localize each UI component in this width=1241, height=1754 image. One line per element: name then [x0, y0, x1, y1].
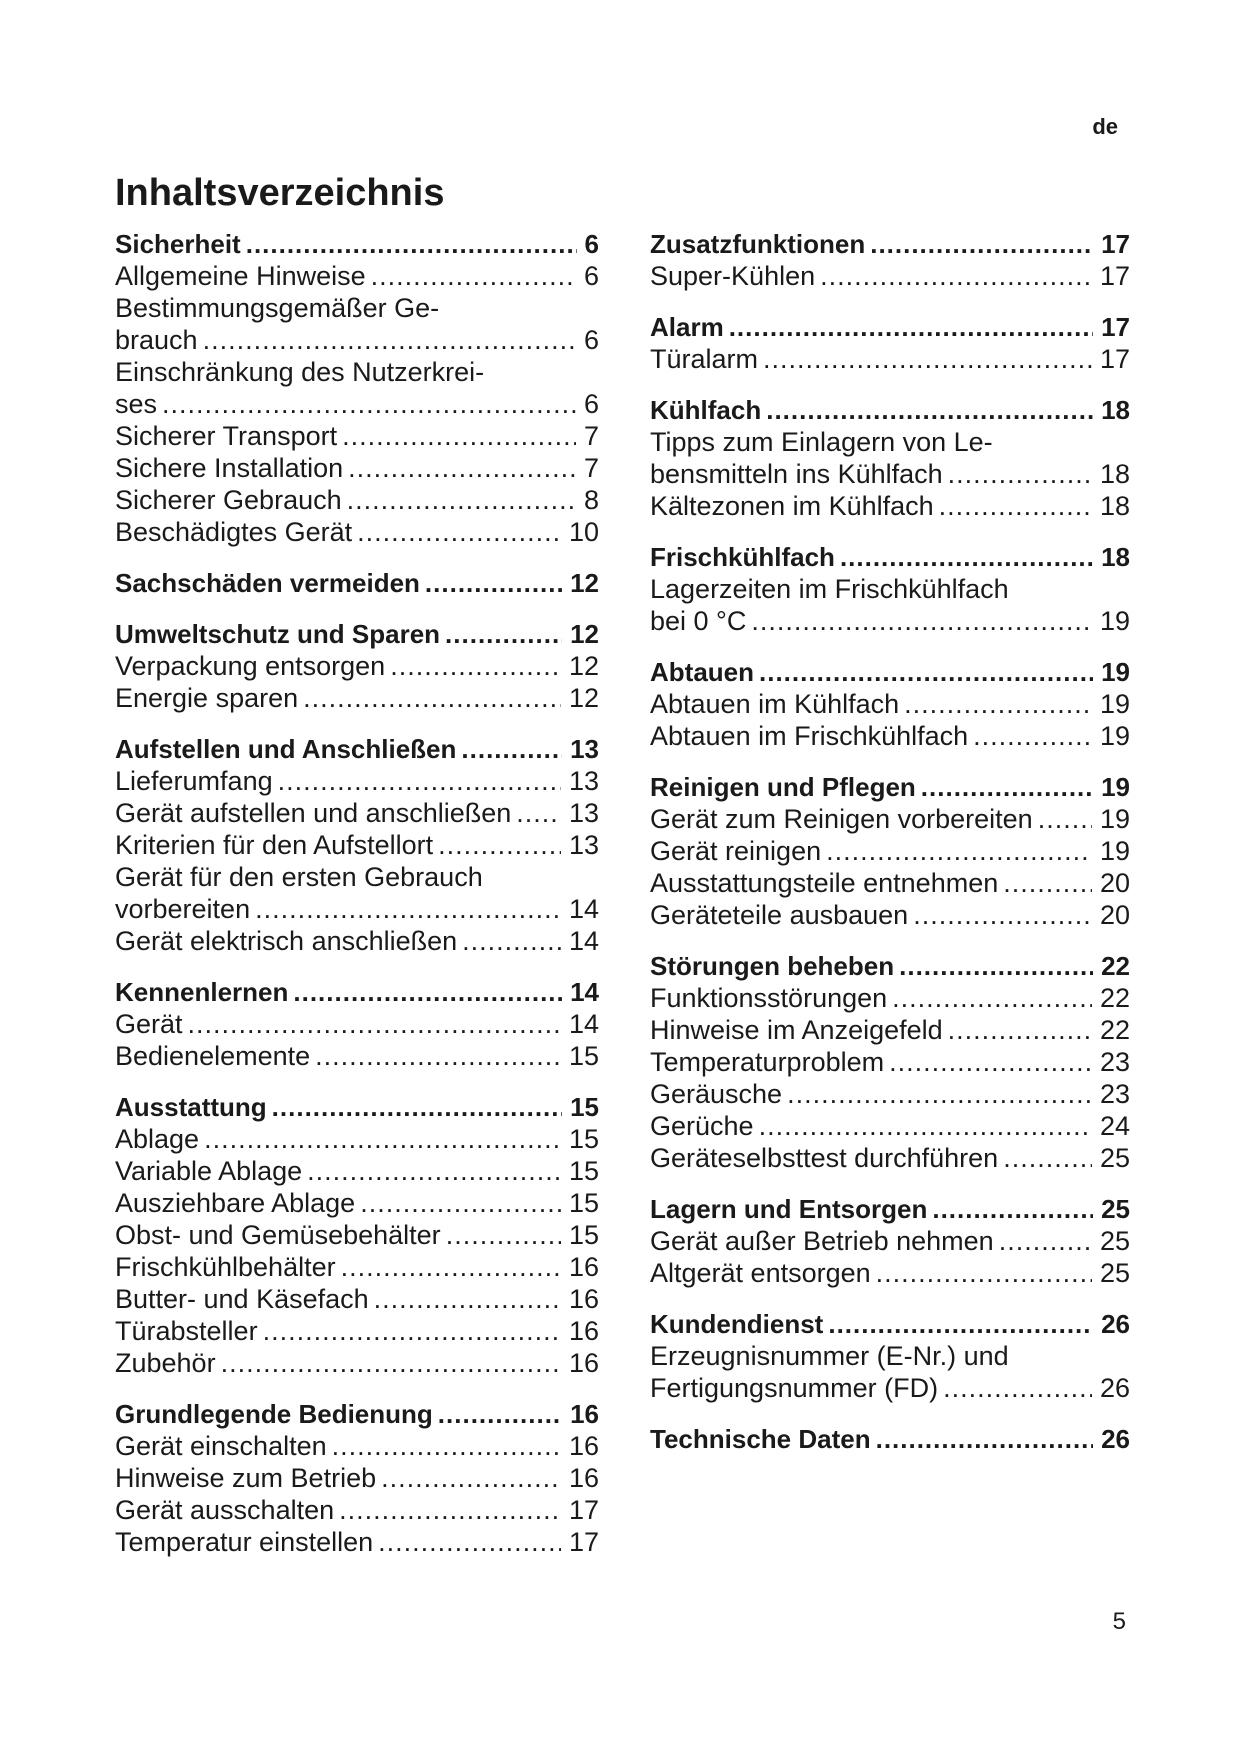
toc-entry-label: Kühlfach	[650, 395, 762, 425]
dot-leader	[948, 1014, 1092, 1046]
dot-leader	[347, 484, 576, 516]
dot-leader	[899, 950, 1093, 982]
toc-entry[interactable]	[650, 899, 1130, 931]
toc-entry-label: Geräteteile ausbauen	[650, 900, 909, 930]
toc-entry-label: Funktionsstörungen	[650, 983, 888, 1013]
toc-page-number: 18	[1099, 491, 1130, 521]
toc-page-number: 22	[1099, 1015, 1130, 1045]
toc-entry[interactable]	[115, 1123, 599, 1155]
toc-page-number: 13	[568, 766, 599, 796]
toc-page-number: 15	[568, 1124, 599, 1154]
dot-leader	[943, 1372, 1092, 1404]
toc-entry-label: Alarm	[650, 312, 724, 342]
toc-entry-label: Geräusche	[650, 1079, 783, 1109]
dot-leader	[425, 567, 562, 599]
dot-leader	[939, 490, 1092, 522]
toc-section-heading[interactable]	[650, 394, 1130, 426]
toc-page-number: 26	[1099, 1373, 1130, 1403]
dot-leader	[840, 541, 1093, 573]
toc-entry-label-start: Lagerzeiten im Frischkühlfach	[650, 574, 1009, 604]
toc-entry[interactable]	[115, 1315, 599, 1347]
toc-page-number: 14	[568, 894, 599, 924]
toc-entry[interactable]	[650, 343, 1130, 375]
toc-page-number: 17	[1099, 344, 1130, 374]
toc-entry-label: Gerät	[115, 1009, 183, 1039]
dot-leader	[948, 458, 1092, 490]
dot-leader	[272, 1091, 562, 1123]
dot-leader	[203, 324, 576, 356]
toc-entry-label: Kundendienst	[650, 1309, 824, 1339]
toc-entry-label: Butter- und Käsefach	[115, 1284, 369, 1314]
dot-leader	[759, 656, 1093, 688]
toc-section-ausstattung	[115, 1091, 599, 1379]
dot-leader	[921, 771, 1093, 803]
toc-section-grundlegende-bedienung	[115, 1398, 599, 1558]
toc-entry-label: Gerüche	[650, 1111, 754, 1141]
toc-entry[interactable]	[650, 803, 1130, 835]
toc-entry[interactable]	[650, 458, 1130, 490]
toc-section-heading[interactable]	[650, 311, 1130, 343]
toc-section-technische-daten	[650, 1423, 1130, 1455]
toc-section-heading[interactable]	[650, 228, 1130, 260]
toc-section-alarm	[650, 311, 1130, 375]
toc-entry-label: Frischkühlfach	[650, 542, 835, 572]
toc-entry[interactable]	[650, 490, 1130, 522]
toc-entry[interactable]	[115, 1462, 599, 1494]
toc-section-sachschaeden-vermeiden	[115, 567, 599, 599]
toc-page-number: 19	[1099, 606, 1130, 636]
toc-entry-label: Reinigen und Pflegen	[650, 772, 916, 802]
toc-entry[interactable]	[115, 516, 599, 548]
dot-leader	[188, 1008, 561, 1040]
toc-entry-label: Kältezonen im Kühlfach	[650, 491, 934, 521]
dot-leader	[204, 1123, 561, 1155]
toc-entry-label: Gerät elektrisch anschließen	[115, 926, 458, 956]
toc-section-heading[interactable]	[650, 1423, 1130, 1455]
toc-section-heading[interactable]	[650, 950, 1130, 982]
toc-entry[interactable]	[650, 1257, 1130, 1289]
toc-entry-label: Türabsteller	[115, 1316, 258, 1346]
toc-entry-label: Gerät ausschalten	[115, 1495, 335, 1525]
toc-entry-label: Super-Kühlen	[650, 261, 816, 291]
toc-entry[interactable]	[115, 324, 599, 356]
toc-entry[interactable]	[115, 452, 599, 484]
toc-page-number: 16	[568, 1316, 599, 1346]
toc-page-number: 14	[568, 1009, 599, 1039]
dot-leader	[759, 1110, 1092, 1142]
toc-section-heading[interactable]	[650, 656, 1130, 688]
toc-entry-label: Zubehör	[115, 1348, 216, 1378]
toc-section-heading[interactable]	[115, 976, 599, 1008]
dot-leader	[787, 1078, 1092, 1110]
toc-page-number: 26	[1101, 1309, 1130, 1339]
toc-section-heading[interactable]	[650, 771, 1130, 803]
toc-page-number: 19	[1099, 689, 1130, 719]
toc-entry[interactable]	[115, 829, 599, 861]
dot-leader	[766, 394, 1093, 426]
toc-page-number: 23	[1099, 1047, 1130, 1077]
toc-entry[interactable]	[650, 605, 1130, 637]
dot-leader	[162, 388, 576, 420]
toc-entry[interactable]	[650, 688, 1130, 720]
toc-page-number: 12	[568, 683, 599, 713]
toc-entry-label: vorbereiten	[115, 894, 251, 924]
toc-section-heading[interactable]	[115, 1091, 599, 1123]
toc-entry-label: Temperatur einstellen	[115, 1527, 374, 1557]
toc-page-number: 16	[568, 1252, 599, 1282]
dot-leader	[1003, 867, 1092, 899]
toc-page-number: 14	[570, 977, 599, 1007]
toc-page-number: 6	[583, 325, 599, 355]
dot-leader	[973, 720, 1092, 752]
toc-page-number: 23	[1099, 1079, 1130, 1109]
toc-section-umweltschutz-und-sparen	[115, 618, 599, 714]
dot-leader	[729, 311, 1093, 343]
toc-page-number: 17	[568, 1527, 599, 1557]
dot-leader	[278, 765, 561, 797]
toc-entry[interactable]	[115, 893, 599, 925]
toc-entry[interactable]	[650, 1078, 1130, 1110]
toc-section-aufstellen-und-anschliessen	[115, 733, 599, 957]
toc-entry-label: Gerät einschalten	[115, 1431, 327, 1461]
toc-page-number: 14	[568, 926, 599, 956]
toc-entry-label: Variable Ablage	[115, 1156, 303, 1186]
toc-entry-label: Frischkühlbehälter	[115, 1252, 336, 1282]
toc-section-frischkuehlfach	[650, 541, 1130, 637]
toc-entry-label: Lagern und Entsorgen	[650, 1194, 928, 1224]
toc-entry-label: Allgemeine Hinweise	[115, 261, 366, 291]
toc-page-number: 24	[1099, 1111, 1130, 1141]
dot-leader	[360, 1187, 561, 1219]
toc-entry[interactable]	[115, 484, 599, 516]
toc-entry[interactable]	[650, 867, 1130, 899]
toc-entry-label: Ausstattungsteile entnehmen	[650, 868, 999, 898]
toc-entry-label: Lieferumfang	[115, 766, 273, 796]
toc-entry[interactable]	[650, 1014, 1130, 1046]
dot-leader	[751, 605, 1092, 637]
toc-section-kundendienst	[650, 1308, 1130, 1404]
toc-entry[interactable]	[115, 1155, 599, 1187]
toc-page-number: 19	[1099, 721, 1130, 751]
language-code: de	[1092, 114, 1118, 139]
toc-entry[interactable]	[115, 650, 599, 682]
dot-leader	[293, 976, 562, 1008]
toc-entry-label: Hinweise zum Betrieb	[115, 1463, 377, 1493]
toc-page-number: 16	[568, 1348, 599, 1378]
dot-leader	[462, 925, 561, 957]
toc-entry-label: Gerät zum Reinigen vorbereiten	[650, 804, 1033, 834]
dot-leader	[763, 343, 1092, 375]
toc-entry-label: Grundlegende Bedienung	[115, 1399, 433, 1429]
dot-leader	[516, 797, 561, 829]
toc-entry-label: Sachschäden vermeiden	[115, 568, 420, 598]
toc-page-number: 17	[1099, 261, 1130, 291]
toc-entry-label: Gerät außer Betrieb nehmen	[650, 1226, 994, 1256]
dot-leader	[378, 1526, 561, 1558]
dot-leader	[1003, 1142, 1092, 1174]
toc-page-number: 12	[568, 651, 599, 681]
toc-page-number: 18	[1099, 459, 1130, 489]
toc-entry[interactable]	[115, 682, 599, 714]
toc-page-number: 13	[568, 830, 599, 860]
page-number: 5	[1112, 1608, 1126, 1635]
dot-leader	[826, 835, 1092, 867]
toc-page-number: 15	[570, 1092, 599, 1122]
toc-entry-label: Beschädigtes Gerät	[115, 517, 353, 547]
toc-page-number: 25	[1099, 1143, 1130, 1173]
toc-page-number: 25	[1101, 1194, 1130, 1224]
toc-page-number: 13	[568, 798, 599, 828]
toc-entry-label: Altgerät entsorgen	[650, 1258, 871, 1288]
toc-left-column	[115, 228, 599, 1577]
toc-entry[interactable]	[115, 797, 599, 829]
toc-page-number: 25	[1099, 1258, 1130, 1288]
toc-page-number: 17	[568, 1495, 599, 1525]
toc-entry[interactable]	[650, 1372, 1130, 1404]
toc-page-number: 7	[583, 421, 599, 451]
toc-page-number: 16	[570, 1399, 599, 1429]
dot-leader	[374, 1283, 561, 1315]
toc-page-number: 6	[583, 261, 599, 291]
toc-entry[interactable]	[115, 1430, 599, 1462]
dot-leader	[876, 1423, 1093, 1455]
toc-entry-label: Temperaturproblem	[650, 1047, 885, 1077]
toc-entry-label: Kennenlernen	[115, 977, 289, 1007]
dot-leader	[303, 682, 561, 714]
toc-page-number: 22	[1099, 983, 1130, 1013]
toc-section-kennenlernen	[115, 976, 599, 1072]
toc-page-number: 18	[1101, 395, 1130, 425]
dot-leader	[904, 688, 1092, 720]
toc-entry-label: ses	[115, 389, 158, 419]
toc-entry-label: Abtauen im Frischkühlfach	[650, 721, 969, 751]
dot-leader	[339, 1494, 561, 1526]
toc-entry-label: Obst- und Gemüsebehälter	[115, 1220, 441, 1250]
toc-section-heading[interactable]	[115, 733, 599, 765]
dot-leader	[371, 260, 576, 292]
toc-entry-label: bei 0 °C	[650, 606, 747, 636]
toc-section-sicherheit	[115, 228, 599, 548]
toc-entry[interactable]	[115, 1251, 599, 1283]
toc-entry[interactable]	[650, 1046, 1130, 1078]
toc-entry-label: Bedienelemente	[115, 1041, 311, 1071]
dot-leader	[255, 893, 561, 925]
toc-page-number: 16	[568, 1284, 599, 1314]
dot-leader	[820, 260, 1092, 292]
toc-entry-label: Sichere Installation	[115, 453, 344, 483]
toc-entry-label-start: Erzeugnisnummer (E-Nr.) und	[650, 1341, 1009, 1371]
toc-section-heading[interactable]	[115, 1398, 599, 1430]
dot-leader	[1038, 803, 1092, 835]
toc-entry-label: Türalarm	[650, 344, 759, 374]
toc-page-number: 19	[1101, 772, 1130, 802]
toc-page-number: 6	[584, 229, 599, 259]
dot-leader	[357, 516, 561, 548]
toc-page-number: 15	[568, 1156, 599, 1186]
toc-entry-label: Zusatzfunktionen	[650, 229, 866, 259]
toc-entry-label: Sicherer Transport	[115, 421, 338, 451]
toc-entry[interactable]	[650, 720, 1130, 752]
toc-entry-label: Ablage	[115, 1124, 200, 1154]
toc-entry-label-start: Gerät für den ersten Gebrauch	[115, 862, 483, 892]
toc-page-number: 8	[583, 485, 599, 515]
toc-section-abtauen	[650, 656, 1130, 752]
toc-entry-label: Fertigungsnummer (FD)	[650, 1373, 939, 1403]
dot-leader	[390, 650, 561, 682]
toc-entry[interactable]	[650, 1110, 1130, 1142]
toc-section-zusatzfunktionen	[650, 228, 1130, 292]
toc-page-number: 17	[1101, 229, 1130, 259]
toc-entry[interactable]	[115, 1008, 599, 1040]
toc-page-number: 17	[1101, 312, 1130, 342]
toc-section-lagern-und-entsorgen	[650, 1193, 1130, 1289]
toc-entry[interactable]	[650, 982, 1130, 1014]
dot-leader	[932, 1193, 1093, 1225]
toc-entry-label: Umweltschutz und Sparen	[115, 619, 441, 649]
toc-section-heading[interactable]	[115, 618, 599, 650]
toc-right-column	[650, 228, 1130, 1474]
dot-leader	[870, 228, 1093, 260]
dot-leader	[438, 1398, 562, 1430]
toc-entry-label-start: Tipps zum Einlagern von Le-	[650, 427, 993, 457]
toc-section-heading[interactable]	[650, 1308, 1130, 1340]
dot-leader	[246, 228, 577, 260]
toc-entry[interactable]	[650, 260, 1130, 292]
dot-leader	[263, 1315, 561, 1347]
toc-entry-label-start: Einschränkung des Nutzerkrei-	[115, 357, 485, 387]
toc-entry[interactable]	[650, 1225, 1130, 1257]
toc-entry-label: Verpackung entsorgen	[115, 651, 386, 681]
toc-section-heading[interactable]	[650, 1193, 1130, 1225]
dot-leader	[332, 1430, 561, 1462]
toc-section-reinigen-und-pflegen	[650, 771, 1130, 931]
toc-entry[interactable]	[115, 420, 599, 452]
dot-leader	[341, 1251, 561, 1283]
toc-section-kuehlfach	[650, 394, 1130, 522]
toc-entry-label: Sicherer Gebrauch	[115, 485, 342, 515]
toc-page-number: 19	[1101, 657, 1130, 687]
toc-entry[interactable]	[115, 925, 599, 957]
toc-entry-label: Hinweise im Anzeigefeld	[650, 1015, 943, 1045]
dot-leader	[892, 982, 1092, 1014]
toc-page-number: 19	[1099, 804, 1130, 834]
toc-entry[interactable]	[115, 1187, 599, 1219]
toc-page-number: 12	[570, 568, 599, 598]
toc-page-number: 26	[1101, 1424, 1130, 1454]
dot-leader	[828, 1308, 1093, 1340]
toc-entry[interactable]	[115, 1219, 599, 1251]
toc-section-stoerungen-beheben	[650, 950, 1130, 1174]
toc-entry-label: Ausziehbare Ablage	[115, 1188, 356, 1218]
dot-leader	[876, 1257, 1092, 1289]
toc-entry-label: Gerät reinigen	[650, 836, 822, 866]
toc-entry-label: Technische Daten	[650, 1424, 871, 1454]
dot-leader	[461, 733, 562, 765]
toc-entry-label: Ausstattung	[115, 1092, 267, 1122]
dot-leader	[999, 1225, 1092, 1257]
toc-entry[interactable]	[115, 1494, 599, 1526]
toc-entry[interactable]	[650, 1142, 1130, 1174]
toc-entry-label: Energie sparen	[115, 683, 299, 713]
toc-page-number: 7	[583, 453, 599, 483]
toc-page-number: 20	[1099, 900, 1130, 930]
toc-entry-label: Geräteselbsttest durchführen	[650, 1143, 999, 1173]
toc-entry[interactable]	[115, 388, 599, 420]
toc-page-number: 25	[1099, 1226, 1130, 1256]
toc-entry[interactable]	[650, 835, 1130, 867]
dot-leader	[438, 829, 561, 861]
toc-page-number: 13	[570, 734, 599, 764]
toc-section-heading[interactable]	[115, 567, 599, 599]
toc-page-number: 15	[568, 1220, 599, 1250]
toc-entry[interactable]	[115, 1283, 599, 1315]
dot-leader	[342, 420, 576, 452]
toc-page-number: 12	[570, 619, 599, 649]
toc-page-number: 18	[1101, 542, 1130, 572]
dot-leader	[381, 1462, 561, 1494]
toc-page-number: 15	[568, 1188, 599, 1218]
dot-leader	[913, 899, 1092, 931]
toc-section-heading[interactable]	[115, 228, 599, 260]
dot-leader	[348, 452, 576, 484]
toc-page-number: 6	[583, 389, 599, 419]
toc-page-number: 15	[568, 1041, 599, 1071]
toc-entry-label: Störungen beheben	[650, 951, 895, 981]
page-title: Inhaltsverzeichnis	[115, 172, 445, 214]
toc-section-heading[interactable]	[650, 541, 1130, 573]
toc-page-number: 10	[568, 517, 599, 547]
dot-leader	[315, 1040, 561, 1072]
toc-entry-label: Gerät aufstellen und anschließen	[115, 798, 512, 828]
toc-page-number: 20	[1099, 868, 1130, 898]
toc-entry[interactable]	[115, 765, 599, 797]
dot-leader	[889, 1046, 1092, 1078]
toc-page-number: 16	[568, 1431, 599, 1461]
toc-entry-label: Kriterien für den Aufstellort	[115, 830, 434, 860]
toc-page-number: 19	[1099, 836, 1130, 866]
toc-entry-label: Abtauen im Kühlfach	[650, 689, 900, 719]
toc-entry-label: Abtauen	[650, 657, 754, 687]
toc-entry-label: bensmitteln ins Kühlfach	[650, 459, 943, 489]
dot-leader	[221, 1347, 561, 1379]
toc-entry[interactable]	[115, 1040, 599, 1072]
dot-leader	[446, 1219, 561, 1251]
toc-entry[interactable]	[115, 260, 599, 292]
toc-entry-label: Aufstellen und Anschließen	[115, 734, 457, 764]
toc-page-number: 22	[1101, 951, 1130, 981]
toc-entry-label-start: Bestimmungsgemäßer Ge-	[115, 293, 440, 323]
toc-entry[interactable]	[115, 1347, 599, 1379]
toc-entry-label: brauch	[115, 325, 198, 355]
dot-leader	[445, 618, 562, 650]
toc-entry-label: Sicherheit	[115, 229, 241, 259]
toc-page-number: 16	[568, 1463, 599, 1493]
toc-entry[interactable]	[115, 1526, 599, 1558]
dot-leader	[307, 1155, 561, 1187]
